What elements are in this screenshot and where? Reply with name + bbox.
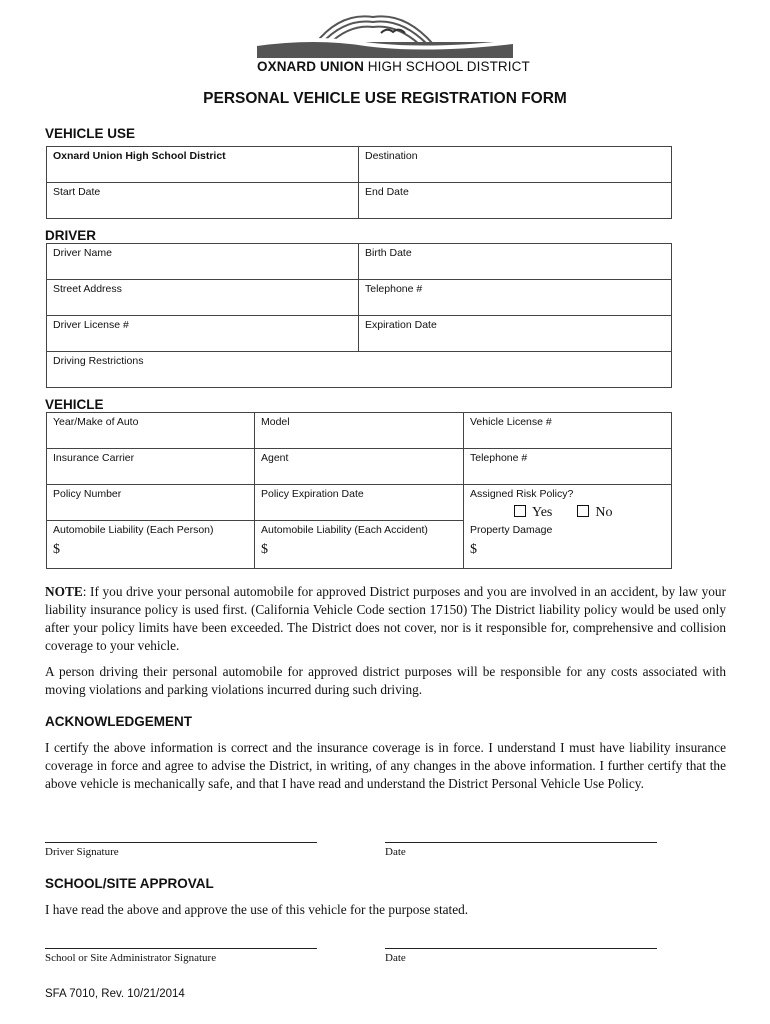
- admin-signature-line[interactable]: [45, 948, 317, 949]
- driver-signature-label: Driver Signature: [45, 846, 119, 858]
- form-number: SFA 7010, Rev. 10/21/2014: [45, 988, 185, 1000]
- violations-paragraph: A person driving their personal automobile for approved district purposes will be responsible for any costs associated with moving violations and parking violations incurred during such driving.: [45, 664, 726, 697]
- expiration-date-field[interactable]: Expiration Date: [359, 316, 672, 352]
- approval-paragraph: I have read the above and approve the use of this vehicle for the purpose stated.: [45, 902, 469, 917]
- admin-signature-label: School or Site Administrator Signature: [45, 952, 217, 964]
- vehicle-heading: VEHICLE: [45, 397, 104, 412]
- yes-option[interactable]: Yes: [514, 505, 552, 520]
- no-checkbox[interactable]: [577, 505, 589, 517]
- driver-table: [46, 243, 672, 388]
- vehicle-use-heading: VEHICLE USE: [45, 126, 136, 141]
- no-option[interactable]: No: [577, 505, 612, 520]
- insurance-carrier-field[interactable]: Insurance Carrier: [47, 449, 255, 485]
- insurance-telephone-field[interactable]: Telephone #: [464, 449, 672, 485]
- assigned-risk-field: Assigned Risk Policy?: [464, 485, 672, 521]
- district-name: OXNARD UNION HIGH SCHOOL DISTRICT: [257, 59, 530, 74]
- acknowledgement-paragraph: I certify the above information is correct and the insurance coverage is in force. I understand I must have liability insurance coverage in force and agree to advise the District, in writing, of any changes in the above information. I further certify that the above vehicle is mechanically safe, and that I have read and understand the District Personal Vehicle Use Policy.: [45, 740, 726, 791]
- driver-date-line[interactable]: [385, 842, 657, 843]
- end-date-field[interactable]: End Date: [359, 183, 672, 219]
- liability-person-field[interactable]: Automobile Liability (Each Person) $: [47, 521, 255, 569]
- yes-checkbox[interactable]: [514, 505, 526, 517]
- assigned-risk-options: [514, 505, 613, 521]
- driving-restrictions-field[interactable]: Driving Restrictions: [47, 352, 672, 388]
- form-title: PERSONAL VEHICLE USE REGISTRATION FORM: [203, 90, 567, 107]
- property-damage-field[interactable]: Property Damage $: [464, 521, 672, 569]
- note-paragraph: NOTE: If you drive your personal automobile for approved District purposes and you are involved in an accident, by law your liability insurance policy is used first. (California Vehicle Code section 17150) The District liability policy would be used only after your policy limits have been exceeded. The District does not cover, nor is it responsible for, comprehensive and collision coverage to your vehicle.: [45, 584, 726, 653]
- driver-license-field[interactable]: Driver License #: [47, 316, 359, 352]
- admin-date-label: Date: [385, 952, 406, 964]
- street-address-field[interactable]: Street Address: [47, 280, 359, 316]
- start-date-field[interactable]: Start Date: [47, 183, 359, 219]
- admin-date-line[interactable]: [385, 948, 657, 949]
- policy-number-field[interactable]: Policy Number: [47, 485, 255, 521]
- driver-signature-line[interactable]: [45, 842, 317, 843]
- destination-field[interactable]: Destination: [359, 147, 672, 183]
- agent-field[interactable]: Agent: [255, 449, 464, 485]
- approval-heading: SCHOOL/SITE APPROVAL: [45, 876, 214, 891]
- vehicle-table: [46, 412, 672, 569]
- driver-date-label: Date: [385, 846, 406, 858]
- policy-expiration-field[interactable]: Policy Expiration Date: [255, 485, 464, 521]
- birth-date-field[interactable]: Birth Date: [359, 244, 672, 280]
- vehicle-use-table: [46, 146, 672, 219]
- driver-telephone-field[interactable]: Telephone #: [359, 280, 672, 316]
- driver-heading: DRIVER: [45, 228, 97, 243]
- vehicle-license-field[interactable]: Vehicle License #: [464, 413, 672, 449]
- acknowledgement-heading: ACKNOWLEDGEMENT: [45, 714, 192, 729]
- model-field[interactable]: Model: [255, 413, 464, 449]
- liability-accident-field[interactable]: Automobile Liability (Each Accident) $: [255, 521, 464, 569]
- year-make-field[interactable]: Year/Make of Auto: [47, 413, 255, 449]
- district-field[interactable]: Oxnard Union High School District: [47, 147, 359, 183]
- driver-name-field[interactable]: Driver Name: [47, 244, 359, 280]
